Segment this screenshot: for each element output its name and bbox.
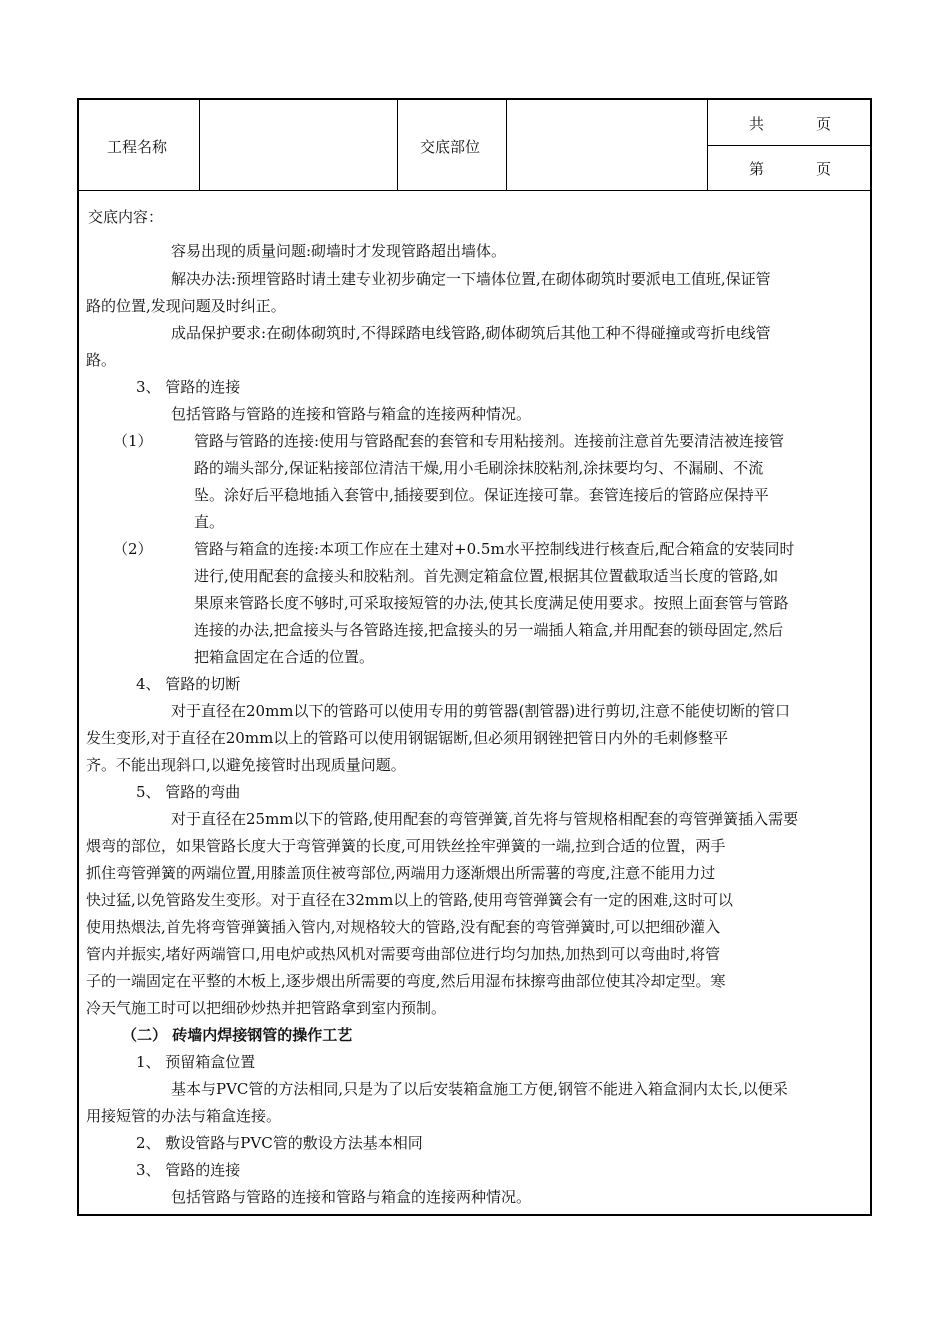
text-line: 对于直径在25mm以下的管路,使用配套的弯管弹簧,首先将与管规格相配套的弯管弹簧插入需要 xyxy=(171,810,799,828)
text-line: 解决办法:预埋管路时请土建专业初步确定一下墙体位置,在砌体砌筑时要派电工值班,保证管 xyxy=(171,270,771,288)
text-line: 管路与箱盒的连接:本项工作应在土建对+0.5m水平控制线进行核查后,配合箱盒的安装同时 xyxy=(194,540,795,558)
text-line: 用接短管的办法与箱盒连接。 xyxy=(86,1107,282,1125)
text-line: 齐。不能出现斜口,以避免接管时出现质量问题。 xyxy=(86,756,406,774)
text-line: 进行,使用配套的盒接头和胶粘剂。首先测定箱盒位置,根据其位置截取适当长度的管路,如 xyxy=(194,567,779,585)
item-number: （1） xyxy=(113,432,153,450)
text-line: 子的一端固定在平整的木板上,逐步煨出所需要的弯度,然后用湿布抹擦弯曲部位使其冷却定型。寒 xyxy=(86,972,726,990)
text-line: 包括管路与管路的连接和管路与箱盒的连接两种情况。 xyxy=(171,405,532,423)
text-line: 路。 xyxy=(86,351,117,369)
text-line: 容易出现的质量问题:砌墙时才发现管路超出墙体。 xyxy=(171,242,507,260)
text-line: 路的位置,发现问题及时纠正。 xyxy=(86,297,286,315)
text-line: 直。 xyxy=(194,513,225,531)
text-line: 管内并振实,堵好两端管口,用电炉或热风机对需要弯曲部位进行均匀加热,加热到可以弯曲时,将管 xyxy=(86,945,721,963)
project-name-label: 工程名称 xyxy=(107,138,168,156)
text-line: 对于直径在20mm以下的管路可以使用专用的剪管器(割管器)进行剪切,注意不能使切断的管口 xyxy=(171,702,791,720)
section-heading: 4、 管路的切断 xyxy=(136,675,241,693)
text-line: 煨弯的部位，如果管路长度大于弯管弹簧的长度,可用铁丝拴牢弹簧的一端,拉到合适的位置，两手 xyxy=(86,837,726,855)
total-pages-prefix: 共 xyxy=(749,115,765,133)
section-heading: 5、 管路的弯曲 xyxy=(136,783,241,801)
text-line: 管路与管路的连接:使用与管路配套的套管和专用粘接剂。连接前注意首先要清洁被连接管 xyxy=(194,432,785,450)
section-heading: 3、 管路的连接 xyxy=(136,1161,241,1179)
text-line: 把箱盒固定在合适的位置。 xyxy=(194,648,375,666)
section-heading: 3、 管路的连接 xyxy=(136,378,241,396)
text-line: 连接的办法,把盒接头与各管路连接,把盒接头的另一端插人箱盒,并用配套的锁母固定,然后 xyxy=(194,621,784,639)
chapter-heading: （二） 砖墙内焊接钢管的操作工艺 xyxy=(122,1026,353,1044)
text-line: 抓住弯管弹簧的两端位置,用膝盖顶住被弯部位,两端用力逐渐煨出所需薯的弯度,注意不能用力过 xyxy=(86,864,716,882)
text-line: 冷天气施工时可以把细砂炒热并把管路拿到室内预制。 xyxy=(86,999,447,1017)
location-label: 交底部位 xyxy=(420,138,481,156)
text-line: 果原来管路长度不够时,可采取接短管的办法,使其长度满足使用要求。按照上面套管与管路 xyxy=(194,594,789,612)
text-line: 成品保护要求:在砌体砌筑时,不得踩踏电线管路,砌体砌筑后其他工种不得碰撞或弯折电线管 xyxy=(171,324,771,342)
text-line: 快过猛,以免管路发生变形。对于直径在32mm以上的管路,使用弯管弹簧会有一定的困难,这时可以 xyxy=(86,891,733,909)
item-number: （2） xyxy=(113,540,153,558)
total-pages-suffix: 页 xyxy=(816,115,832,133)
content-body xyxy=(86,0,864,1344)
text-line: 使用热煨法,首先将弯管弹簧插入管内,对规格较大的管路,没有配套的弯管弹簧时,可以把细砂灌入 xyxy=(86,918,721,936)
content-label: 交底内容： xyxy=(88,208,164,226)
section-heading: 2、 敷设管路与PVC管的敷设方法基本相同 xyxy=(136,1134,423,1152)
text-line: 发生变形,对于直径在20mm以上的管路可以使用钢锯锯断,但必须用钢锉把管日内外的毛刺修整平 xyxy=(86,729,729,747)
text-line: 包括管路与管路的连接和管路与箱盒的连接两种情况。 xyxy=(171,1188,532,1206)
current-page-suffix: 页 xyxy=(816,160,832,178)
current-page-prefix: 第 xyxy=(749,160,765,178)
text-line: 基本与PVC管的方法相同,只是为了以后安装箱盒施工方便,钢管不能进入箱盒洞内太长,以便采 xyxy=(171,1080,788,1098)
section-heading: 1、 预留箱盒位置 xyxy=(136,1053,256,1071)
text-line: 坠。涂好后平稳地插入套管中,插接要到位。保证连接可靠。套管连接后的管路应保持平 xyxy=(194,486,769,504)
text-line: 路的端头部分,保证粘接部位清洁干燥,用小毛刷涂抹胶粘剂,涂抹要均匀、不漏刷、不流 xyxy=(194,459,764,477)
